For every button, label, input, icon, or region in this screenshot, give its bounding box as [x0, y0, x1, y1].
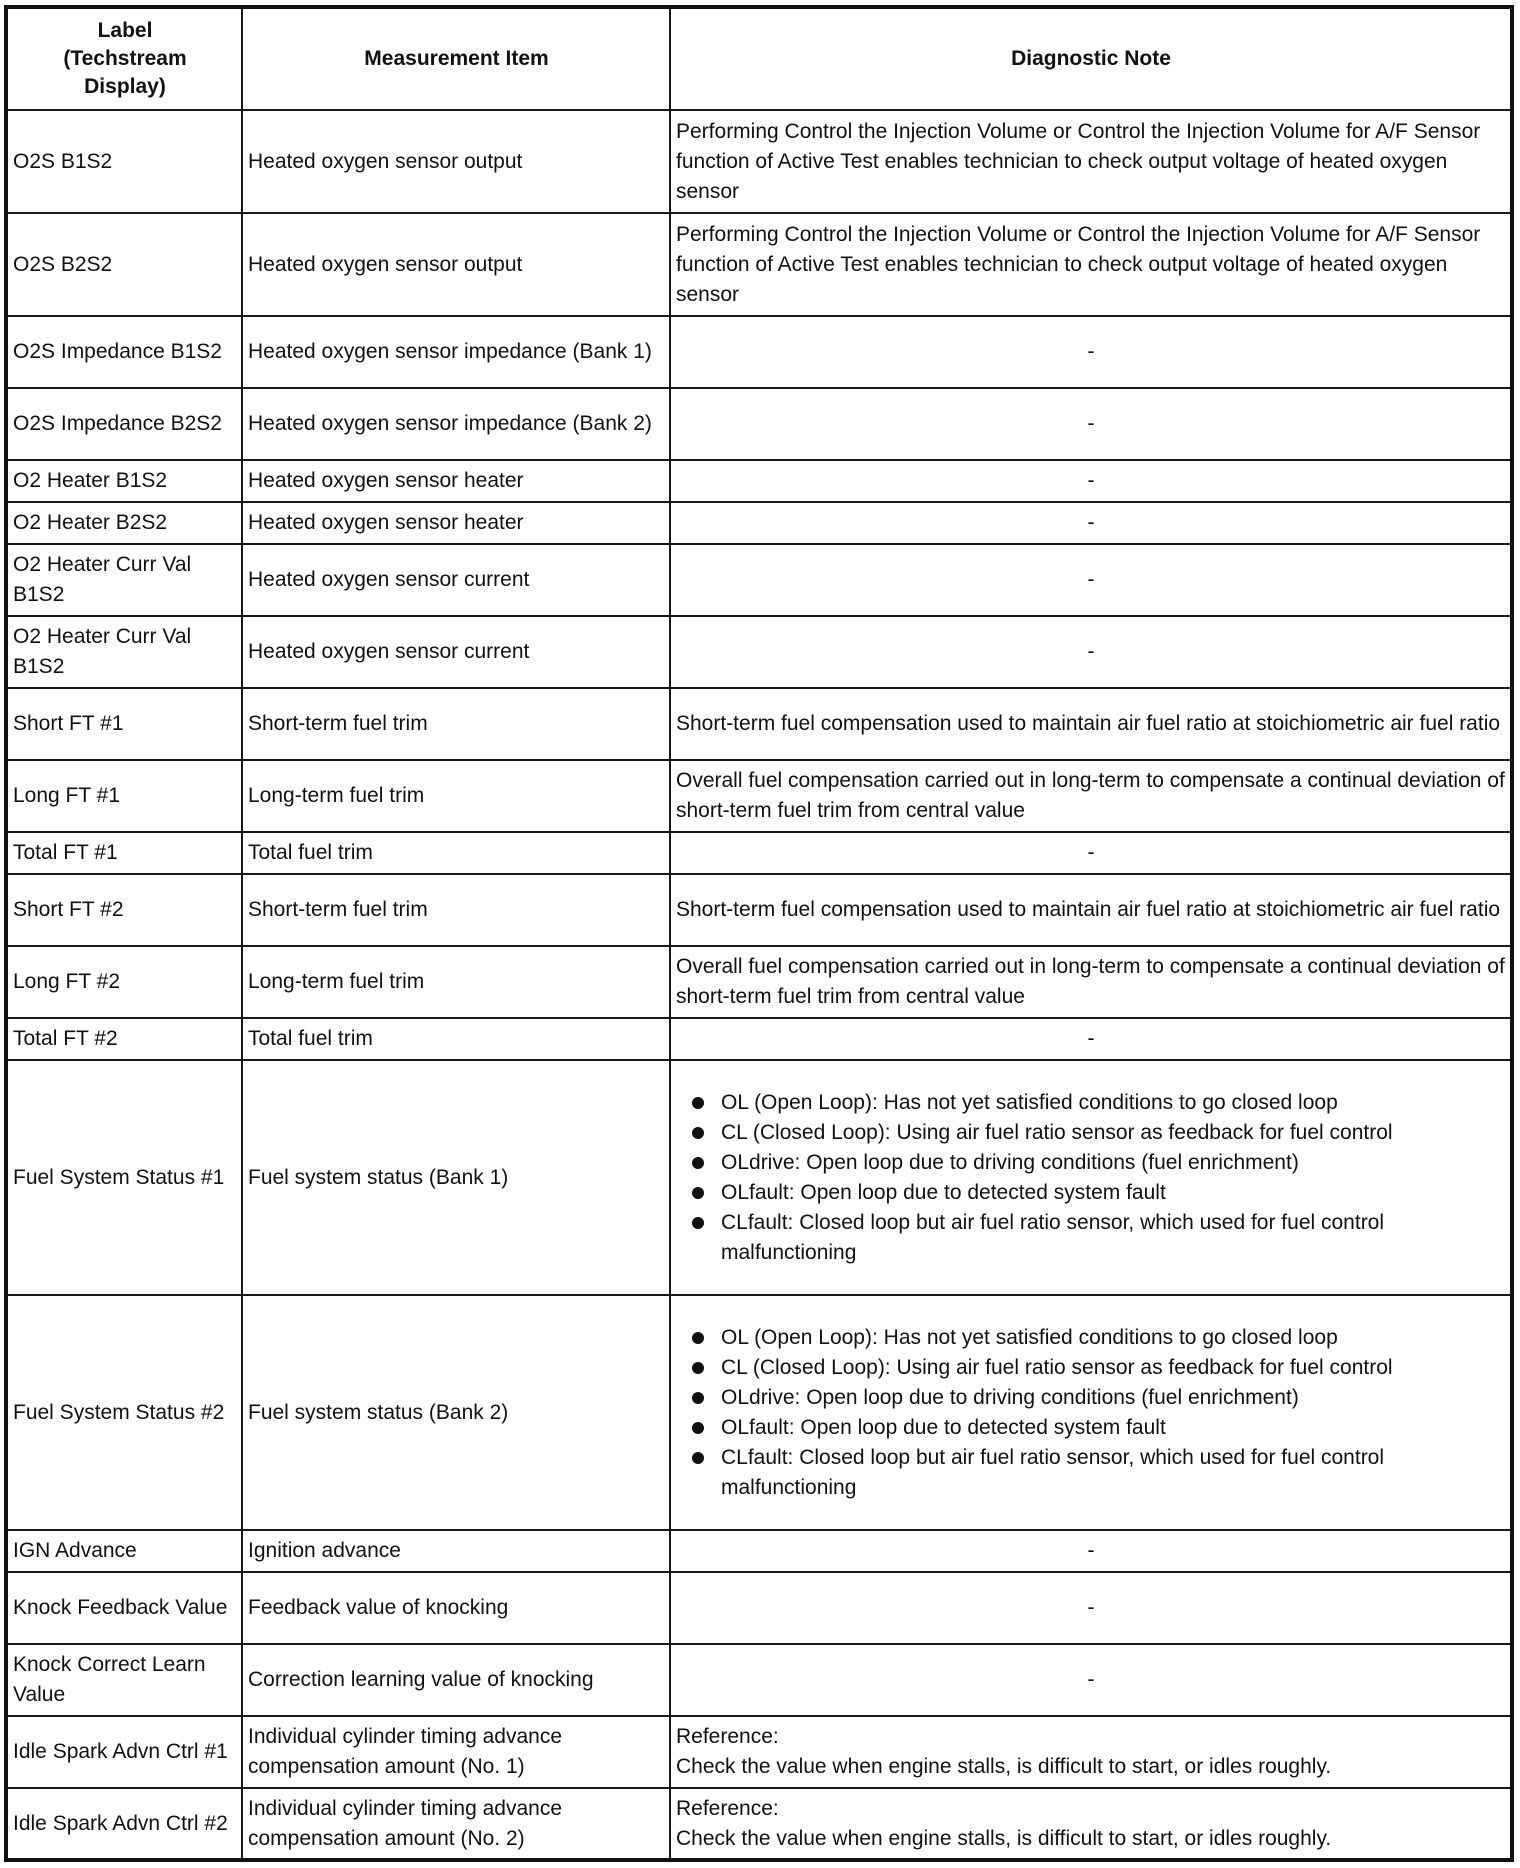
document-page: [4, 5, 1510, 1862]
row-label: Idle Spark Advn Ctrl #1: [6, 1716, 242, 1788]
row-diagnostic-note: -: [670, 544, 1512, 616]
list-item: OLdrive: Open loop due to driving conditions (fuel enrichment): [721, 1148, 1506, 1178]
table-row: [6, 502, 1512, 544]
row-measurement-item: Total fuel trim: [242, 832, 670, 874]
reference-title: Reference:: [676, 1796, 779, 1820]
row-measurement-item: Individual cylinder timing advance compensation amount (No. 2): [242, 1788, 670, 1860]
table-row: [6, 616, 1512, 688]
row-measurement-item: Heated oxygen sensor current: [242, 616, 670, 688]
table-row: [6, 110, 1512, 213]
row-diagnostic-note: -: [670, 1572, 1512, 1644]
row-label: O2S B1S2: [6, 110, 242, 213]
table-row: [6, 1788, 1512, 1860]
list-item: CLfault: Closed loop but air fuel ratio sensor, which used for fuel control malfunctioning: [721, 1208, 1506, 1268]
row-label: Total FT #1: [6, 832, 242, 874]
row-measurement-item: Long-term fuel trim: [242, 760, 670, 832]
table-row: [6, 832, 1512, 874]
row-label: Total FT #2: [6, 1018, 242, 1060]
reference-title: Reference:: [676, 1725, 779, 1748]
row-measurement-item: Short-term fuel trim: [242, 874, 670, 946]
reference-text: Check the value when engine stalls, is difficult to start, or idles roughly.: [676, 1826, 1332, 1850]
fuel-status-list: [676, 1088, 1506, 1268]
row-label: Fuel System Status #1: [6, 1060, 242, 1295]
row-measurement-item: Fuel system status (Bank 2): [242, 1295, 670, 1530]
table-row: [6, 688, 1512, 760]
row-diagnostic-note: -: [670, 1530, 1512, 1572]
list-item: OL (Open Loop): Has not yet satisfied conditions to go closed loop: [721, 1088, 1506, 1118]
header-diagnostic-note: Diagnostic Note: [670, 7, 1512, 110]
row-diagnostic-note: -: [670, 1644, 1512, 1716]
fuel-status-list: [676, 1323, 1506, 1503]
row-diagnostic-note: [670, 1060, 1512, 1295]
row-label: Long FT #2: [6, 946, 242, 1018]
list-item: OLfault: Open loop due to detected system fault: [721, 1413, 1506, 1443]
row-measurement-item: Heated oxygen sensor output: [242, 213, 670, 316]
list-item: OLdrive: Open loop due to driving conditions (fuel enrichment): [721, 1383, 1506, 1413]
reference-text: Check the value when engine stalls, is difficult to start, or idles roughly.: [676, 1755, 1332, 1778]
row-diagnostic-note: -: [670, 616, 1512, 688]
row-measurement-item: Individual cylinder timing advance compensation amount (No. 1): [242, 1716, 670, 1788]
row-diagnostic-note: -: [670, 316, 1512, 388]
row-diagnostic-note: -: [670, 1018, 1512, 1060]
row-label: Knock Correct Learn Value: [6, 1644, 242, 1716]
row-label: O2 Heater B2S2: [6, 502, 242, 544]
row-diagnostic-note: Performing Control the Injection Volume or Control the Injection Volume for A/F Sensor function of Active Test enables technician to check output voltage of heated oxygen sensor: [670, 110, 1512, 213]
row-diagnostic-note: Short-term fuel compensation used to maintain air fuel ratio at stoichiometric air fuel ratio: [670, 688, 1512, 760]
row-diagnostic-note: -: [670, 502, 1512, 544]
row-diagnostic-note: -: [670, 460, 1512, 502]
row-diagnostic-note: -: [670, 388, 1512, 460]
table-row: [6, 1018, 1512, 1060]
row-label: Idle Spark Advn Ctrl #2: [6, 1788, 242, 1860]
row-label: O2 Heater Curr Val B1S2: [6, 544, 242, 616]
row-diagnostic-note: Overall fuel compensation carried out in long-term to compensate a continual deviation of short-term fuel trim from central value: [670, 760, 1512, 832]
row-measurement-item: Long-term fuel trim: [242, 946, 670, 1018]
row-label: Short FT #2: [6, 874, 242, 946]
table-row: [6, 544, 1512, 616]
row-measurement-item: Ignition advance: [242, 1530, 670, 1572]
row-measurement-item: Feedback value of knocking: [242, 1572, 670, 1644]
table-row: [6, 213, 1512, 316]
row-diagnostic-note: [670, 1716, 1512, 1788]
row-diagnostic-note: -: [670, 832, 1512, 874]
table-header-row: [6, 7, 1512, 110]
row-measurement-item: Heated oxygen sensor heater: [242, 502, 670, 544]
table-row: [6, 1716, 1512, 1788]
row-label: O2S Impedance B1S2: [6, 316, 242, 388]
row-diagnostic-note: [670, 1295, 1512, 1530]
table-row: [6, 946, 1512, 1018]
row-measurement-item: Total fuel trim: [242, 1018, 670, 1060]
table-row: [6, 874, 1512, 946]
row-label: Knock Feedback Value: [6, 1572, 242, 1644]
row-measurement-item: Heated oxygen sensor impedance (Bank 2): [242, 388, 670, 460]
data-list-table: [4, 5, 1514, 1862]
table-row: [6, 388, 1512, 460]
list-item: OL (Open Loop): Has not yet satisfied conditions to go closed loop: [721, 1323, 1506, 1353]
table-row: [6, 316, 1512, 388]
row-measurement-item: Heated oxygen sensor output: [242, 110, 670, 213]
row-measurement-item: Correction learning value of knocking: [242, 1644, 670, 1716]
table-row: [6, 1060, 1512, 1295]
row-label: O2S Impedance B2S2: [6, 388, 242, 460]
row-measurement-item: Heated oxygen sensor current: [242, 544, 670, 616]
header-measurement-item: Measurement Item: [242, 7, 670, 110]
header-label: Label (Techstream Display): [6, 7, 242, 110]
row-label: O2 Heater B1S2: [6, 460, 242, 502]
list-item: CL (Closed Loop): Using air fuel ratio sensor as feedback for fuel control: [721, 1118, 1506, 1148]
row-label: O2 Heater Curr Val B1S2: [6, 616, 242, 688]
row-measurement-item: Fuel system status (Bank 1): [242, 1060, 670, 1295]
row-label: Short FT #1: [6, 688, 242, 760]
table-row: [6, 1530, 1512, 1572]
row-diagnostic-note: Short-term fuel compensation used to maintain air fuel ratio at stoichiometric air fuel ratio: [670, 874, 1512, 946]
table-row: [6, 760, 1512, 832]
row-label: Fuel System Status #2: [6, 1295, 242, 1530]
row-measurement-item: Heated oxygen sensor heater: [242, 460, 670, 502]
row-measurement-item: Short-term fuel trim: [242, 688, 670, 760]
list-item: OLfault: Open loop due to detected system fault: [721, 1178, 1506, 1208]
row-label: O2S B2S2: [6, 213, 242, 316]
row-label: IGN Advance: [6, 1530, 242, 1572]
row-diagnostic-note: Overall fuel compensation carried out in long-term to compensate a continual deviation of short-term fuel trim from central value: [670, 946, 1512, 1018]
row-label: Long FT #1: [6, 760, 242, 832]
list-item: CL (Closed Loop): Using air fuel ratio sensor as feedback for fuel control: [721, 1353, 1506, 1383]
table-row: [6, 1295, 1512, 1530]
row-measurement-item: Heated oxygen sensor impedance (Bank 1): [242, 316, 670, 388]
row-diagnostic-note: [670, 1788, 1512, 1860]
row-diagnostic-note: Performing Control the Injection Volume or Control the Injection Volume for A/F Sensor function of Active Test enables technician to check output voltage of heated oxygen sensor: [670, 213, 1512, 316]
list-item: CLfault: Closed loop but air fuel ratio sensor, which used for fuel control malfunctioning: [721, 1443, 1506, 1503]
table-row: [6, 1572, 1512, 1644]
table-row: [6, 460, 1512, 502]
table-row: [6, 1644, 1512, 1716]
